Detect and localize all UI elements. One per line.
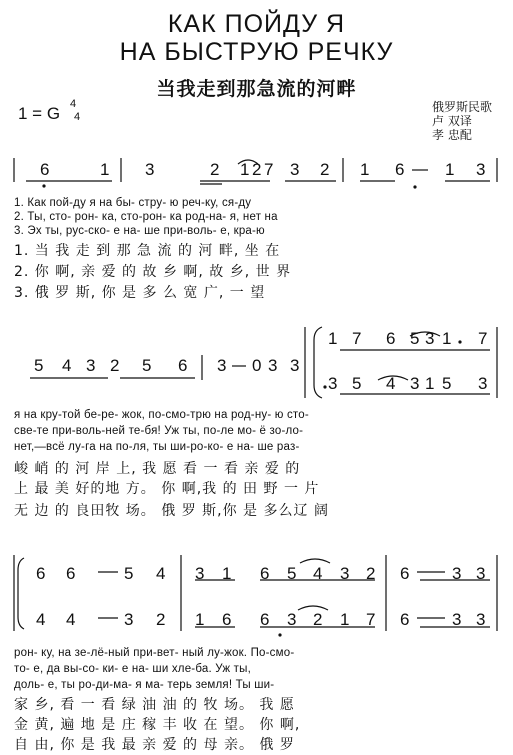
credit-translator: 卢 双译 (432, 114, 472, 128)
note: 6 (36, 564, 46, 583)
note: 4 (386, 374, 396, 393)
note: 1 (442, 329, 452, 348)
note: 6 (395, 160, 405, 179)
note: 1 (328, 329, 338, 348)
lyric-ru-line: рон- ку, на зе-лё-ный при-вет- ный лу-жок. По-смо- (14, 647, 295, 659)
note: 3 (452, 610, 462, 629)
note: 3 (145, 160, 155, 179)
note: 3 (86, 356, 96, 375)
note: 7 (352, 329, 362, 348)
note: 3 (340, 564, 350, 583)
note: 5 (34, 356, 44, 375)
note: 4 (62, 356, 72, 375)
lyric-zh-line: 1. 当 我 走 到 那 急 流 的 河 畔, 坐 在 (14, 243, 281, 259)
note: 2 (313, 610, 323, 629)
note: 5 (142, 356, 152, 375)
key-signature: 1 = G (18, 104, 61, 123)
note: 5 (287, 564, 297, 583)
note: 4 (36, 610, 46, 629)
title-chinese: 当我走到那急流的河畔 (156, 78, 357, 100)
note: 3 (287, 610, 297, 629)
note: 1 (360, 160, 370, 179)
note: 2 (156, 610, 166, 629)
note: 6 (400, 564, 410, 583)
note: 7 (366, 610, 376, 629)
note: 3 (217, 356, 227, 375)
credit-arranger: 孝 忠配 (432, 128, 472, 142)
lyric-zh-line: 3. 俄 罗 斯, 你 是 多 么 宽 广, 一 望 (14, 285, 266, 301)
note: 4 (156, 564, 166, 583)
note: 2 (366, 564, 376, 583)
note: 3 (290, 160, 300, 179)
note: 5 (442, 374, 452, 393)
note: 2 (110, 356, 120, 375)
note: 6 (66, 564, 76, 583)
note: 3 (268, 356, 278, 375)
title-russian-line-2: НА БЫСТРУЮ РЕЧКУ (119, 38, 394, 66)
lyric-ru-line: 2. Ты, сто- рон- ка, сто-рон- ка род-на- я, нет на (14, 211, 278, 223)
note: 2 (320, 160, 330, 179)
note: 6 (260, 610, 270, 629)
lyric-ru-line: я на кру-той бе-ре- жок, по-смо-трю на род-ну- ю сто- (14, 409, 309, 421)
time-signature-bottom: 4 (74, 111, 81, 123)
note: 3 (425, 329, 435, 348)
note: 1 (445, 160, 455, 179)
credit-origin: 俄罗斯民歌 (432, 100, 493, 114)
lyric-ru-line: доль- е, ты ро-ди-ма- я ма- терь земля! Ты ши- (14, 679, 275, 691)
note: 3 (410, 374, 420, 393)
lyric-zh-line: 自 由, 你 是 我 最 亲 爱 的 母 亲。 俄 罗 (14, 737, 295, 753)
note: 7 (264, 160, 274, 179)
note: 1 (340, 610, 350, 629)
note: 6 (400, 610, 410, 629)
note: 1 (240, 160, 250, 179)
lyric-ru-line: све-те при-воль-ней те-бя! Уж ты, по-ле мо- ё зо-ло- (14, 425, 304, 437)
note: 1 (100, 160, 110, 179)
note: 5 (410, 329, 420, 348)
note: 6 (386, 329, 396, 348)
note: 7 (478, 329, 488, 348)
note: 6 (260, 564, 270, 583)
note: 5 (124, 564, 134, 583)
time-signature-top: 4 (70, 98, 77, 110)
note: 6 (178, 356, 188, 375)
note: 1 (195, 610, 205, 629)
note: 3 (195, 564, 205, 583)
note: 3 (476, 564, 486, 583)
note: 0 (252, 356, 262, 375)
note: 3 (290, 356, 300, 375)
note: 4 (313, 564, 323, 583)
note: 1 (222, 564, 232, 583)
note: 3 (476, 610, 486, 629)
lyric-zh-line: 家 乡, 看 一 看 绿 油 油 的 牧 场。 我 愿 (14, 697, 295, 713)
lyric-ru-line: 1. Как пой-ду я на бы- стру- ю реч-ку, ся-ду (14, 197, 252, 209)
note: 5 (352, 374, 362, 393)
note: 3 (124, 610, 134, 629)
note: 4 (66, 610, 76, 629)
note: 2 (252, 160, 262, 179)
note: 2 (210, 160, 220, 179)
lyric-zh-line: 2. 你 啊, 亲 爱 的 故 乡 啊, 故 乡, 世 界 (14, 264, 292, 280)
lyric-ru-line: 3. Эх ты, рус-ско- е на- ше при-воль- е, кра-ю (14, 225, 265, 237)
lyric-zh-line: 峻 峭 的 河 岸 上, 我 愿 看 一 看 亲 爱 的 (14, 461, 301, 477)
note: 6 (222, 610, 232, 629)
note: 3 (328, 374, 338, 393)
note: 1 (425, 374, 435, 393)
lyric-zh-line: 上 最 美 好的地 方。 你 啊,我 的 田 野 一 片 (14, 481, 320, 497)
lyric-zh-line: 无 边 的 良田牧 场。 俄 罗 斯,你 是 多么辽 阔 (14, 503, 329, 519)
lyric-ru-line: то- е, да вы-со- ки- е на- ши хле-ба. Уж ты, (14, 663, 251, 675)
title-russian-line-1: КАК ПОЙДУ Я (167, 10, 346, 38)
note: 3 (478, 374, 488, 393)
note: 3 (476, 160, 486, 179)
lyric-zh-line: 金 黄, 遍 地 是 庄 稼 丰 收 在 望。 你 啊, (14, 717, 301, 733)
note: 3 (452, 564, 462, 583)
lyric-ru-line: нет,—всё лу-га на по-ля, ты ши-ро-ко- е на- ше раз- (14, 441, 300, 453)
note: 6 (40, 160, 50, 179)
